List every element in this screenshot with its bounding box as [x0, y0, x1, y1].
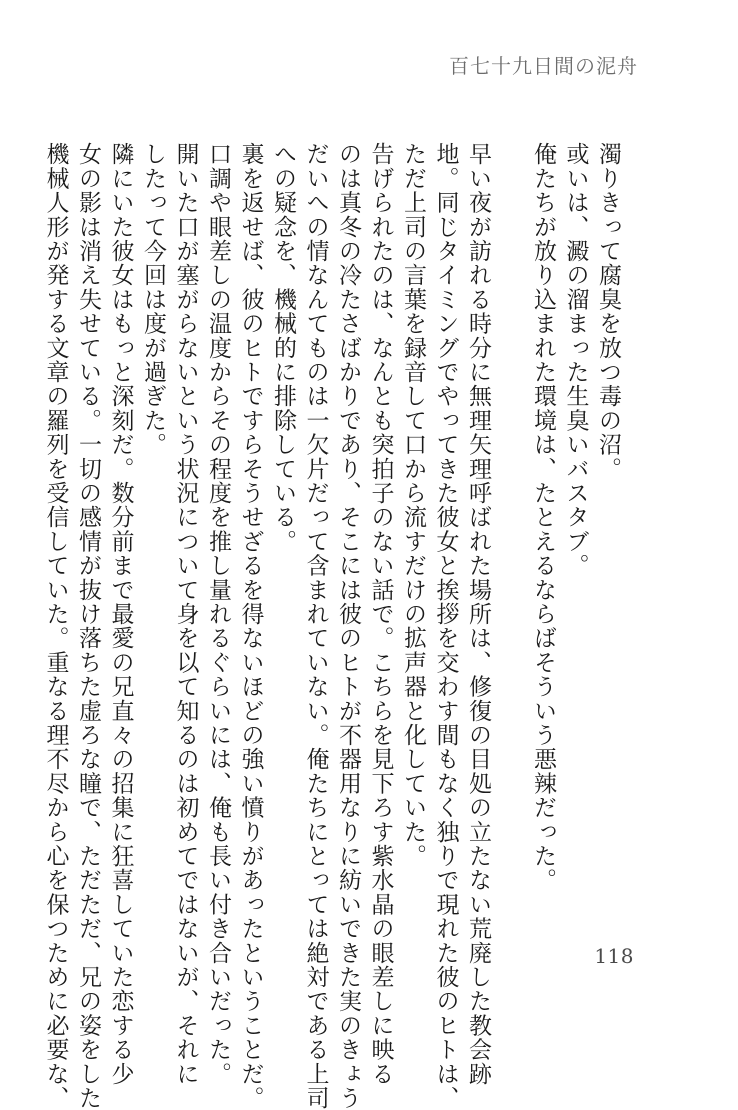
text-line: 或いは、澱の溜まった生臭いバスタブ。 — [562, 142, 589, 578]
text-line: 俺たちが放り込まれた環境は、たとえるならばそういう悪辣だった。 — [530, 142, 556, 893]
text-line: のは真冬の冷たさばかりであり、そこには彼のヒトが不器用なりに紡いできた実のきょう — [335, 142, 361, 1110]
text-line: 機械人形が発する文章の羅列を受信していた。重なる理不尽から心を保つために必要な、 — [42, 142, 69, 1110]
text-line: 裏を返せば、彼のヒトですらそうせざるを得ないほどの強い憤りがあったということだ。 — [237, 142, 264, 1110]
text-line: 告げられたのは、なんとも突拍子のない話で。こちらを見下ろす紫水晶の眼差しに映る — [367, 142, 394, 1086]
text-line: 口調や眼差しの温度からその程度を推し量れるぐらいには、俺も長い付き合いだった。 — [205, 142, 231, 1086]
running-head: 百七十九日間の泥舟 — [449, 54, 638, 78]
text-line: ただ上司の言葉を録音して口から流すだけの拡声器と化していた。 — [400, 142, 426, 868]
text-line: したって今回は度が過ぎた。 — [140, 142, 166, 457]
text-line — [494, 142, 527, 942]
text-line: 濁りきって腐臭を放つ毒の沼。 — [595, 142, 621, 481]
text-line: 女の影は消え失せている。一切の感情が抜け落ちた虚ろな瞳で、ただただ、兄の姿をした — [75, 142, 101, 1110]
text-line: 隣にいた彼女はもっと深刻だ。数分前まで最愛の兄直々の招集に狂喜していた恋する少 — [107, 142, 134, 1086]
text-line: 早い夜が訪れる時分に無理矢理呼ばれた場所は、修復の目処の立たない荒廃した教会跡 — [465, 142, 491, 1086]
text-line: 開いた口が塞がらないという状況について身を以て知るのは初めてではないが、それに — [172, 142, 199, 1086]
text-line: 地。同じタイミングでやってきた彼女と挨拶を交わす間もなく独りで現れた彼のヒトは、 — [432, 142, 459, 1110]
text-line: だいへの情なんてものは一欠片だって含まれていない。俺たちにとっては絶対である上司 — [302, 142, 329, 1110]
page-number: 118 — [594, 944, 634, 968]
text-line: への疑念を、機械的に排除している。 — [270, 142, 296, 554]
